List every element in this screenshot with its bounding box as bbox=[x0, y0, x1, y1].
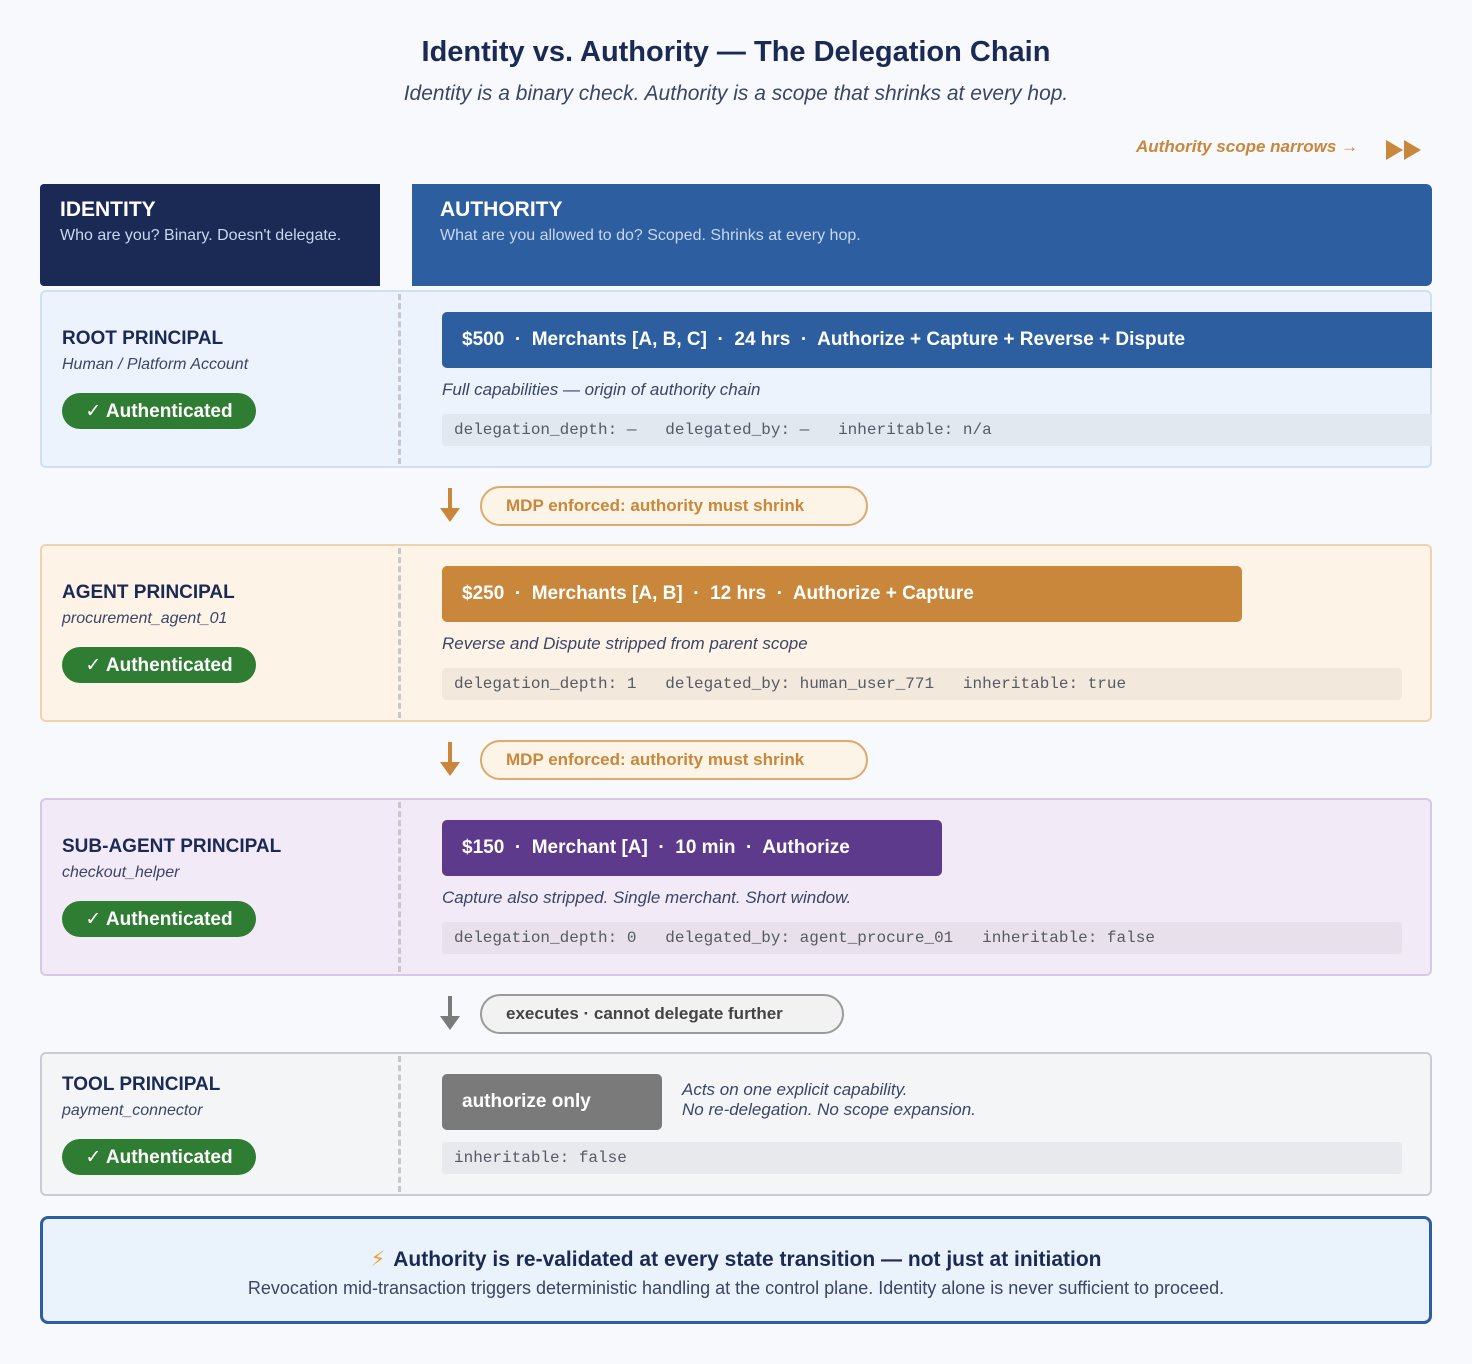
delegation-metadata: inheritable: false bbox=[442, 1142, 1402, 1174]
identity-header-subtitle: Who are you? Binary. Doesn't delegate. bbox=[60, 227, 342, 244]
root-principal-row bbox=[40, 290, 1432, 468]
authenticated-badge: ✓ Authenticated bbox=[62, 1139, 256, 1175]
identity-header bbox=[40, 184, 380, 286]
mdp-enforced-label: MDP enforced: authority must shrink bbox=[480, 740, 868, 780]
principal-subtitle: payment_connector bbox=[62, 1102, 203, 1119]
authority-scope-bar: authorize only bbox=[442, 1074, 662, 1130]
callout-title-text: Authority is re-validated at every state transition — not just at initiation bbox=[393, 1248, 1102, 1271]
authenticated-badge: ✓ Authenticated bbox=[62, 647, 256, 683]
column-divider bbox=[398, 802, 401, 972]
delegation-metadata: delegation_depth: 0 delegated_by: agent_procure_01 inheritable: false bbox=[442, 922, 1402, 954]
column-divider bbox=[398, 548, 401, 718]
revalidation-callout bbox=[40, 1216, 1432, 1324]
principal-subtitle: Human / Platform Account bbox=[62, 356, 249, 373]
delegation-metadata: delegation_depth: — delegated_by: — inheritable: n/a bbox=[442, 414, 1432, 446]
principal-name: TOOL PRINCIPAL bbox=[62, 1074, 221, 1095]
authority-scope-bar: $250 · Merchants [A, B] · 12 hrs · Authorize + Capture bbox=[442, 566, 1242, 622]
sub-agent-principal-row bbox=[40, 798, 1432, 976]
scope-note: Reverse and Dispute stripped from parent scope bbox=[442, 634, 808, 653]
mdp-enforced-label: MDP enforced: authority must shrink bbox=[480, 486, 868, 526]
column-divider bbox=[398, 294, 401, 464]
fast-forward-icon bbox=[1386, 140, 1422, 160]
tool-principal-row bbox=[40, 1052, 1432, 1196]
principal-name: AGENT PRINCIPAL bbox=[62, 582, 235, 603]
page-subtitle: Identity is a binary check. Authority is a scope that shrinks at every hop. bbox=[403, 82, 1069, 105]
authority-header-title: AUTHORITY bbox=[440, 198, 563, 221]
principal-subtitle: checkout_helper bbox=[62, 864, 180, 881]
authority-scope-bar: $500 · Merchants [A, B, C] · 24 hrs · Authorize + Capture + Reverse + Dispute bbox=[442, 312, 1432, 368]
down-arrow-icon bbox=[440, 996, 460, 1032]
authority-header-subtitle: What are you allowed to do? Scoped. Shrinks at every hop. bbox=[440, 227, 861, 244]
scope-narrows-note: Authority scope narrows → bbox=[1136, 137, 1358, 156]
callout-text: Revocation mid-transaction triggers deterministic handling at the control plane. Identity alone is never sufficient to proceed. bbox=[247, 1278, 1225, 1298]
column-divider bbox=[398, 1056, 401, 1192]
scope-note-line-2: No re-delegation. No scope expansion. bbox=[682, 1100, 976, 1119]
lightning-icon: ⚡ bbox=[370, 1248, 386, 1271]
authority-scope-bar: $150 · Merchant [A] · 10 min · Authorize bbox=[442, 820, 942, 876]
callout-title bbox=[43, 1247, 1429, 1272]
scope-note: Full capabilities — origin of authority chain bbox=[442, 380, 761, 399]
cannot-delegate-label: executes · cannot delegate further bbox=[480, 994, 844, 1034]
authenticated-badge: ✓ Authenticated bbox=[62, 393, 256, 429]
identity-header-title: IDENTITY bbox=[60, 198, 156, 221]
down-arrow-icon bbox=[440, 742, 460, 778]
principal-subtitle: procurement_agent_01 bbox=[62, 610, 228, 627]
authority-header bbox=[412, 184, 1432, 286]
down-arrow-icon bbox=[440, 488, 460, 524]
authenticated-badge: ✓ Authenticated bbox=[62, 901, 256, 937]
delegation-metadata: delegation_depth: 1 delegated_by: human_user_771 inheritable: true bbox=[442, 668, 1402, 700]
principal-name: ROOT PRINCIPAL bbox=[62, 328, 224, 349]
principal-name: SUB-AGENT PRINCIPAL bbox=[62, 836, 282, 857]
agent-principal-row bbox=[40, 544, 1432, 722]
page-title: Identity vs. Authority — The Delegation Chain bbox=[421, 36, 1051, 68]
scope-note-line-1: Acts on one explicit capability. bbox=[682, 1080, 908, 1099]
scope-note: Capture also stripped. Single merchant. Short window. bbox=[442, 888, 852, 907]
